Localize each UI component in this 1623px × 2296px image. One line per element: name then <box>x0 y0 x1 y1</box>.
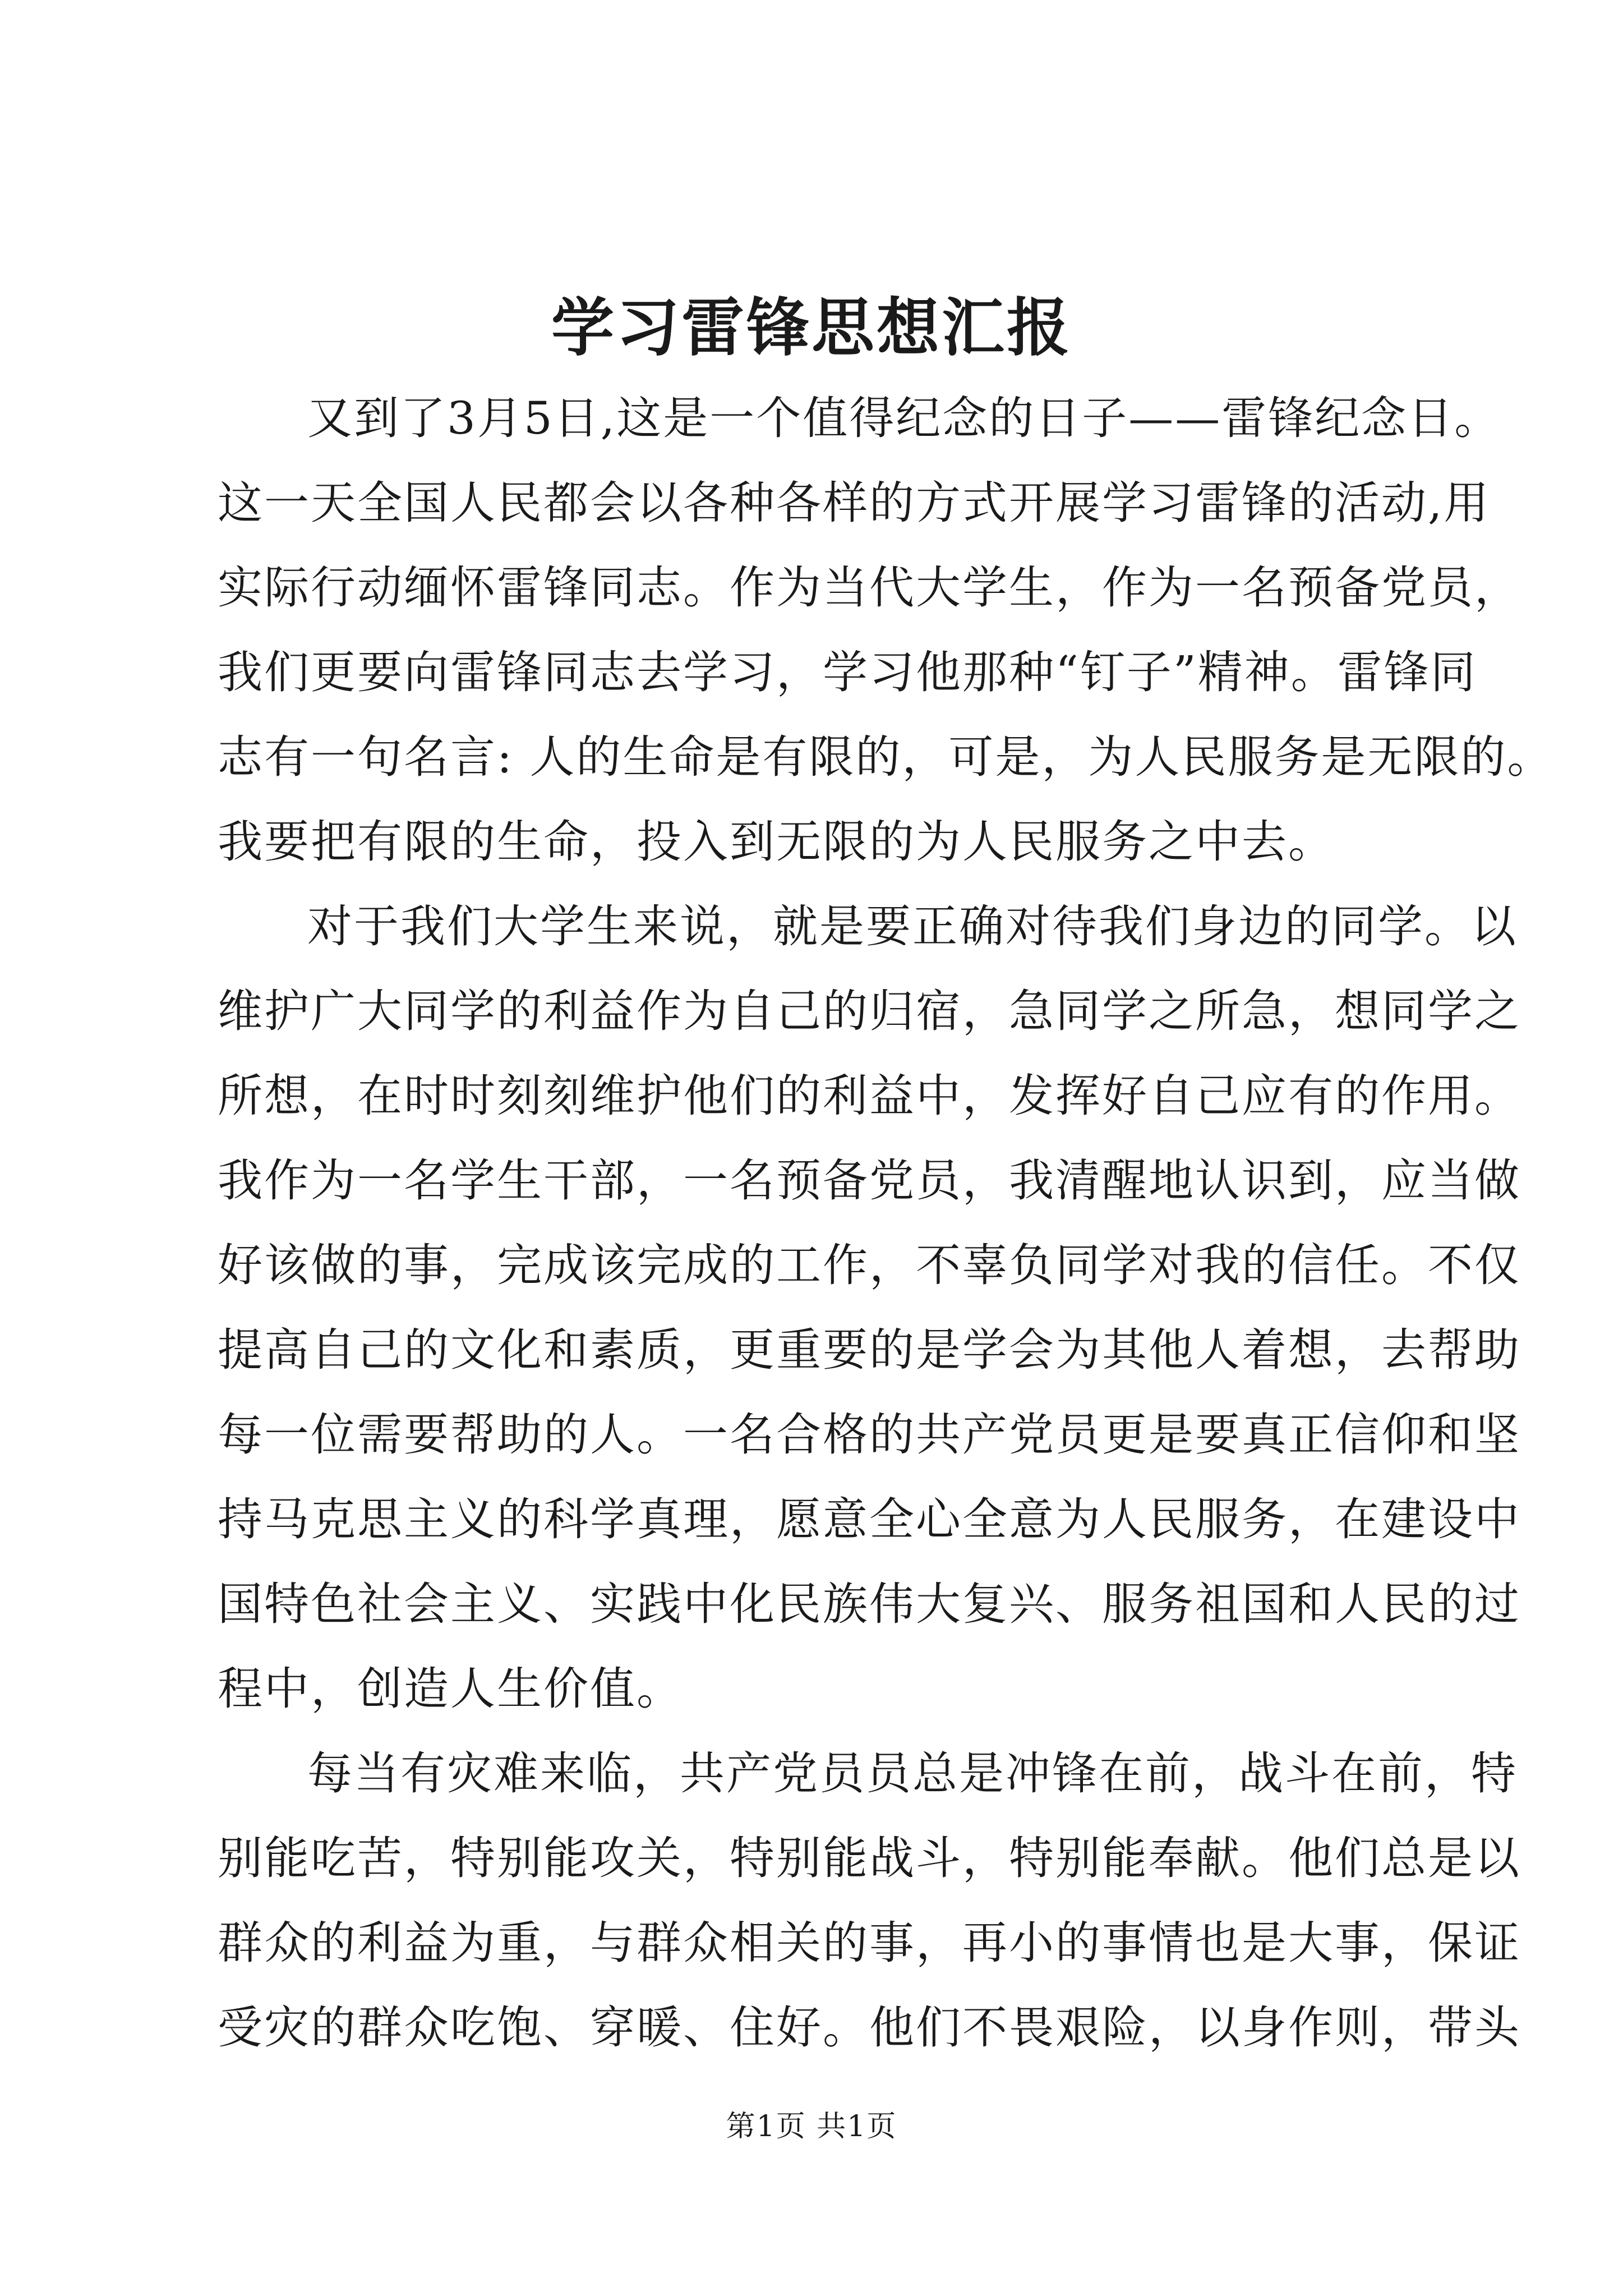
paragraph-2-line: 每一位需要帮助的人。一名合格的共产党员更是要真正信仰和坚 <box>218 1409 1521 1461</box>
paragraph-1-line: 我们更要向雷锋同志去学习，学习他那种“钉子”精神。雷锋同 <box>218 646 1477 698</box>
paragraph-1-line: 这一天全国人民都会以各种各样的方式开展学习雷锋的活动,用 <box>218 477 1491 529</box>
paragraph-1-line: 又到了3月5日,这是一个值得纪念的日子——雷锋纪念日。 <box>307 392 1501 444</box>
paragraph-2-line: 程中，创造人生价值。 <box>218 1663 683 1715</box>
paragraph-3-line: 每当有灾难来临，共产党员员总是冲锋在前，战斗在前，特 <box>307 1747 1518 1800</box>
paragraph-1-line: 实际行动缅怀雷锋同志。作为当代大学生，作为一名预备党员， <box>218 562 1521 614</box>
paragraph-3-line: 别能吃苦，特别能攻关，特别能战斗，特别能奉献。他们总是以 <box>218 1832 1521 1884</box>
paragraph-3-line: 群众的利益为重，与群众相关的事，再小的事情也是大事，保证 <box>218 1917 1521 1969</box>
page-footer: 第1页 共1页 <box>726 2110 897 2143</box>
paragraph-2-line: 好该做的事，完成该完成的工作，不辜负同学对我的信任。不仅 <box>218 1239 1521 1291</box>
paragraph-2-line: 提高自己的文化和素质，更重要的是学会为其他人着想，去帮助 <box>218 1324 1521 1376</box>
paragraph-2-line: 所想，在时时刻刻维护他们的利益中，发挥好自己应有的作用。 <box>218 1070 1521 1122</box>
document-body <box>218 392 1554 2087</box>
paragraph-2-line: 持马克思主义的科学真理，愿意全心全意为人民服务，在建设中 <box>218 1493 1521 1545</box>
paragraph-3-line: 受灾的群众吃饱、穿暖、住好。他们不畏艰险，以身作则，带头 <box>218 2001 1521 2054</box>
document-title: 学习雷锋思想汇报 <box>551 291 1072 365</box>
paragraph-2-line: 维护广大同学的利益作为自己的归宿，急同学之所急，想同学之 <box>218 985 1521 1037</box>
paragraph-2-line: 对于我们大学生来说，就是要正确对待我们身边的同学。以 <box>307 900 1518 953</box>
paragraph-2-line: 我作为一名学生干部，一名预备党员，我清醒地认识到，应当做 <box>218 1154 1521 1207</box>
paragraph-2-line: 国特色社会主义、实践中化民族伟大复兴、服务祖国和人民的过 <box>218 1578 1521 1630</box>
paragraph-1-line: 志有一句名言: 人的生命是有限的，可是，为人民服务是无限的。 <box>218 731 1554 783</box>
paragraph-1-line: 我要把有限的生命，投入到无限的为人民服务之中去。 <box>218 816 1335 868</box>
